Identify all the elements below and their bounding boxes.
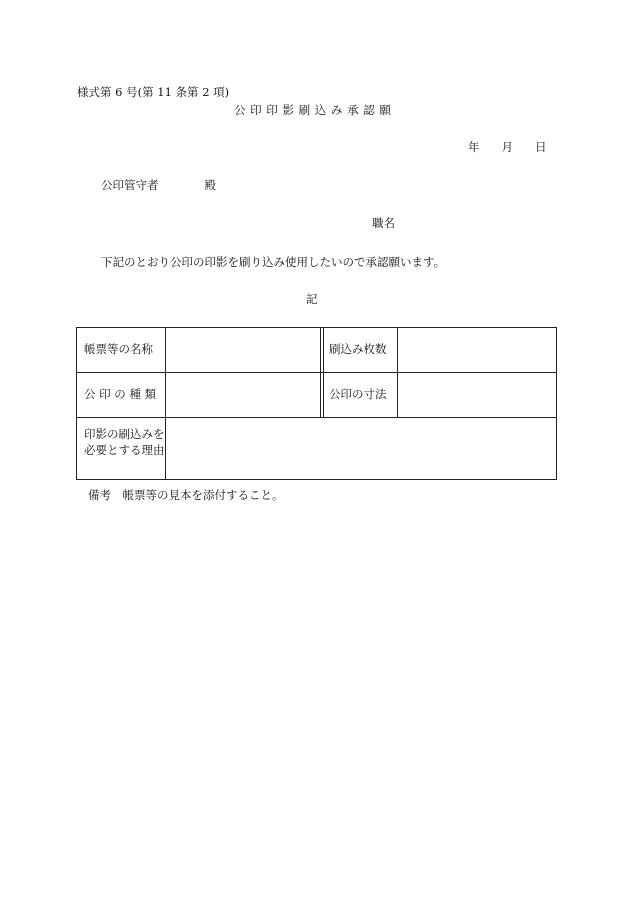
document-title: 公 印 印 影 刷 込 み 承 認 願	[234, 103, 392, 117]
seal-type-input[interactable]	[166, 373, 319, 416]
application-table	[76, 327, 557, 480]
date-row	[468, 142, 547, 154]
print-count-label: 刷込み枚数	[329, 342, 387, 356]
request-text: 下記のとおり公印の印影を刷り込み使用したいので承認願います。	[101, 255, 446, 269]
table-col-divider	[323, 328, 324, 417]
print-count-input[interactable]	[398, 329, 556, 371]
addressee-honorific: 殿	[204, 178, 216, 192]
form-name-input[interactable]	[166, 329, 319, 371]
seal-size-label: 公印の寸法	[329, 387, 387, 401]
form-number: 様式第 6 号(第 11 条第 2 項)	[77, 85, 230, 99]
table-col-divider	[320, 328, 321, 417]
form-name-label: 帳票等の名称	[84, 342, 153, 356]
date-day[interactable]: 日	[535, 140, 547, 154]
remarks: 備考 帳票等の見本を添付すること。	[88, 488, 284, 502]
applicant-job-title-label[interactable]: 職名	[372, 216, 395, 230]
date-year[interactable]: 年	[468, 140, 480, 154]
reason-input[interactable]	[166, 418, 556, 479]
addressee	[101, 180, 216, 192]
date-month[interactable]: 月	[501, 140, 513, 154]
seal-type-label: 公 印 の 種 類	[84, 387, 157, 401]
seal-size-input[interactable]	[398, 373, 556, 416]
reason-label: 印影の刷込みを必要とする理由	[84, 427, 165, 457]
ki-heading: 記	[306, 292, 318, 306]
addressee-recipient: 公印管守者	[101, 178, 159, 192]
